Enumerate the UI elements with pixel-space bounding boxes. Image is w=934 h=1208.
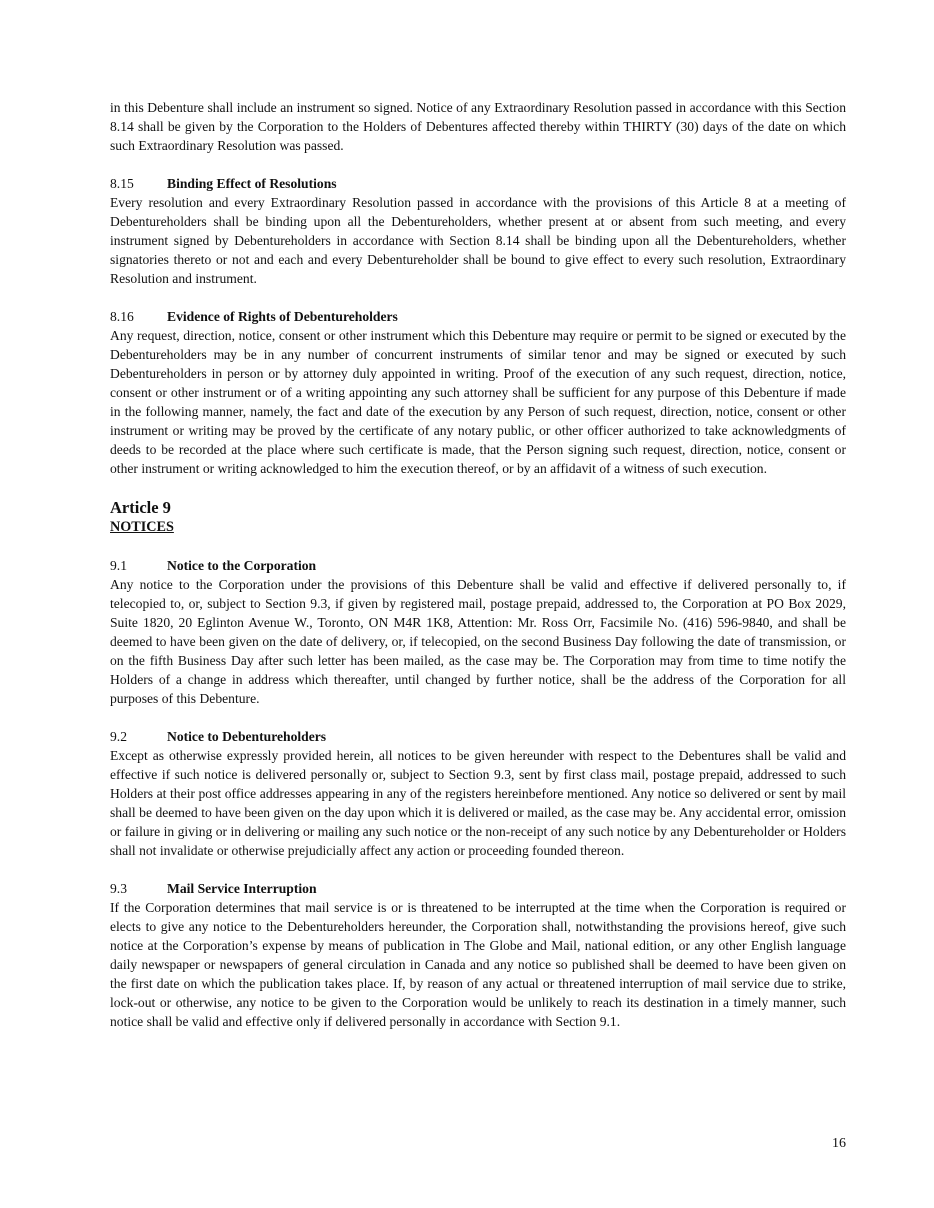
section-heading <box>110 879 846 898</box>
article-title: Article 9 <box>110 498 171 517</box>
document-page <box>110 98 846 1050</box>
section-8-15 <box>110 174 846 288</box>
section-title: Notice to the Corporation <box>167 558 317 573</box>
section-title: Evidence of Rights of Debentureholders <box>167 309 398 324</box>
section-8-16 <box>110 307 846 478</box>
section-9-3 <box>110 879 846 1031</box>
section-9-2 <box>110 727 846 860</box>
section-body: Any notice to the Corporation under the provisions of this Debenture shall be valid and effective if delivered personally to, if telecopied to, or, subject to Section 9.3, if given by registered mail, postage prepaid, addressed to, the Corporation at PO Box 2029, Suite 1820, 20 Eglinton Avenue W., Toronto, ON M4R 1K8, Attention: Mr. Ross Orr, Facsimile No. (416) 596-9840, and shall be deemed to have been given on the date of delivery, or, if telecopied, on the second Business Day following the date of transmission, or on the fifth Business Day after such letter has been mailed, as the case may be. The Corporation may from time to time notify the Holders of a change in address which thereafter, until changed by further notice, shall be the address of the Corporation for all purposes of this Debenture. <box>110 577 846 706</box>
section-heading <box>110 556 846 575</box>
intro-paragraph: in this Debenture shall include an instrument so signed. Notice of any Extraordinary Resolution passed in accordance with this Section 8.14 shall be given by the Corporation to the Holders of Debentures affected thereby within THIRTY (30) days of the date on which such Extraordinary Resolution was passed. <box>110 100 846 153</box>
section-body: Any request, direction, notice, consent or other instrument which this Debenture may require or permit to be signed or executed by the Debentureholders may be in any number of concurrent instruments of similar tenor and may be signed or executed by such Debentureholders in person or by attorney duly appointed in writing. Proof of the execution of any such request, direction, notice, consent or other instrument or of a writing appointing any such attorney shall be sufficient for any purpose of this Debenture if made in the following manner, namely, the fact and date of the execution by any Person of such request, direction, notice, consent or other instrument or writing may be proved by the certificate of any notary public, or other officer authorized to take acknowledgments of deeds to be recorded at the place where such certificate is made, that the Person signing such request, direction, notice, consent or other instrument or writing acknowledged to him the execution thereof, or by an affidavit of a witness of such execution. <box>110 328 846 476</box>
section-number: 9.3 <box>110 881 127 896</box>
section-body: Except as otherwise expressly provided herein, all notices to be given hereunder with respect to the Debentures shall be valid and effective if such notice is delivered personally or, subject to Section 9.3, sent by first class mail, postage prepaid, addressed to such Holders at their post office addresses appearing in any of the registers hereinbefore mentioned. Any notice so delivered or sent by mail shall be deemed to have been given on the day upon which it is delivered or mailed, as the case may be. Any accidental error, omission or failure in giving or in delivering or mailing any such notice or the non-receipt of any such notice by any Debentureholder or Holders shall not invalidate or otherwise prejudicially affect any action or proceeding founded thereon. <box>110 748 846 858</box>
section-heading <box>110 727 846 746</box>
section-number: 8.15 <box>110 176 134 191</box>
article-subtitle: NOTICES <box>110 519 174 535</box>
section-title: Mail Service Interruption <box>167 881 317 896</box>
section-heading <box>110 307 846 326</box>
article-heading <box>110 498 846 537</box>
section-heading <box>110 174 846 193</box>
section-body: Every resolution and every Extraordinary Resolution passed in accordance with the provisions of this Article 8 at a meeting of Debentureholders shall be binding upon all the Debentureholders, whether present at or absent from such meeting, and every instrument signed by Debentureholders in accordance with Section 8.14 shall be binding upon all the Debentureholders, whether signatories thereto or not and each and every Debentureholder shall be bound to give effect to every such resolution, Extraordinary Resolution and instrument. <box>110 195 846 286</box>
section-body: If the Corporation determines that mail service is or is threatened to be interrupted at the time when the Corporation is required or elects to give any notice to the Debentureholders hereunder, the Corporation shall, notwithstanding the provisions hereof, give such notice at the Corporation’s expense by means of publication in The Globe and Mail, national edition, or any other English language daily newspaper or newspapers of general circulation in Canada and any notice so published shall be deemed to have been given on the first date on which the publication takes place. If, by reason of any actual or threatened interruption of mail service due to strike, lock-out or otherwise, any notice to be given to the Corporation would be unlikely to reach its destination in a timely manner, such notice shall be valid and effective only if delivered personally in accordance with Section 9.1. <box>110 900 846 1029</box>
section-number: 9.1 <box>110 558 127 573</box>
section-9-1 <box>110 556 846 708</box>
section-title: Notice to Debentureholders <box>167 729 327 744</box>
page-number: 16 <box>832 1136 846 1151</box>
section-number: 9.2 <box>110 729 127 744</box>
section-title: Binding Effect of Resolutions <box>167 176 337 191</box>
section-number: 8.16 <box>110 309 134 324</box>
